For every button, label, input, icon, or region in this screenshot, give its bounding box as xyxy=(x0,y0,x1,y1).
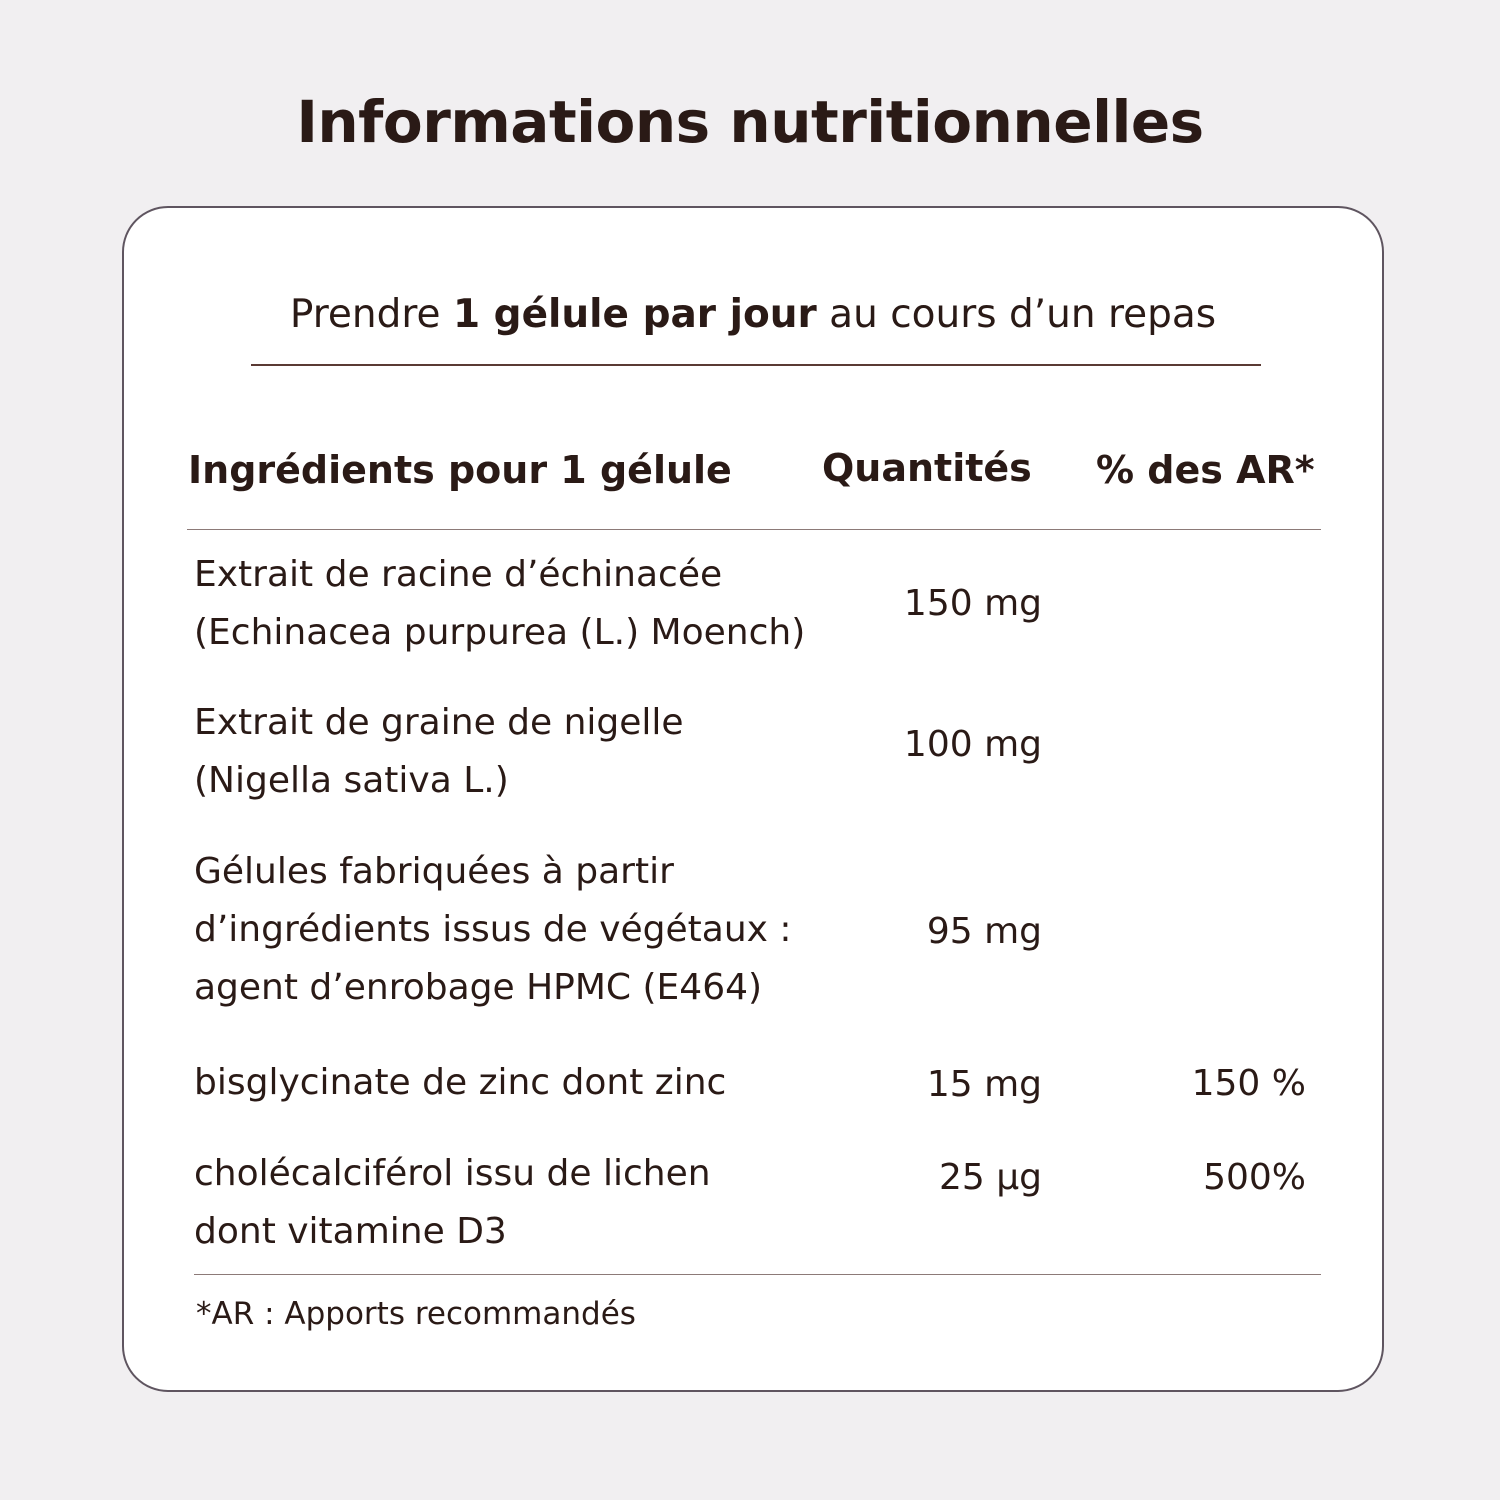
row-2-quantity: 100 mg xyxy=(903,724,1042,765)
dosage-text-after: au cours d’un repas xyxy=(816,292,1217,337)
row-3-ingredient-line-2: d’ingrédients issus de végétaux : xyxy=(194,909,792,950)
row-3-quantity: 95 mg xyxy=(926,911,1042,952)
row-2-ingredient-line-1: Extrait de graine de nigelle xyxy=(194,702,684,743)
row-3-ingredient-line-1: Gélules fabriquées à partir xyxy=(194,851,674,892)
header-ingredients: Ingrédients pour 1 gélule xyxy=(188,448,732,492)
row-5-quantity: 25 µg xyxy=(938,1157,1042,1198)
row-4-ingredient xyxy=(194,1054,726,1112)
header-divider xyxy=(187,529,1321,530)
dosage-text-bold: 1 gélule par jour xyxy=(452,292,817,337)
header-quantity: Quantités xyxy=(822,446,1032,490)
row-2-ingredient xyxy=(194,694,684,810)
row-3-ingredient xyxy=(194,843,792,1017)
row-4-ar: 150 % xyxy=(1191,1063,1306,1104)
row-1-ingredient xyxy=(194,546,805,662)
dosage-divider xyxy=(251,364,1261,366)
row-1-ingredient-line-1: Extrait de racine d’échinacée xyxy=(194,554,723,595)
row-5-ingredient xyxy=(194,1145,711,1261)
dosage-text-before: Prendre xyxy=(289,292,453,337)
footer-divider xyxy=(194,1274,1321,1275)
page-title: Informations nutritionnelles xyxy=(296,88,1204,156)
row-2-ingredient-line-2: (Nigella sativa L.) xyxy=(194,760,509,801)
row-5-ingredient-line-1: cholécalciférol issu de lichen xyxy=(194,1153,711,1194)
nutrition-card xyxy=(122,206,1384,1392)
row-1-ingredient-line-2: (Echinacea purpurea (L.) Moench) xyxy=(194,612,806,653)
row-5-ingredient-line-2: dont vitamine D3 xyxy=(194,1211,507,1252)
row-3-ingredient-line-3: agent d’enrobage HPMC (E464) xyxy=(194,967,763,1008)
row-1-quantity: 150 mg xyxy=(903,583,1042,624)
row-4-quantity: 15 mg xyxy=(926,1064,1042,1105)
footnote: *AR : Apports recommandés xyxy=(196,1296,636,1332)
row-4-ingredient-line-1: bisglycinate de zinc dont zinc xyxy=(194,1062,727,1103)
row-5-ar: 500% xyxy=(1203,1157,1306,1198)
dosage-instruction xyxy=(124,292,1382,337)
header-ar: % des AR* xyxy=(1096,448,1315,492)
